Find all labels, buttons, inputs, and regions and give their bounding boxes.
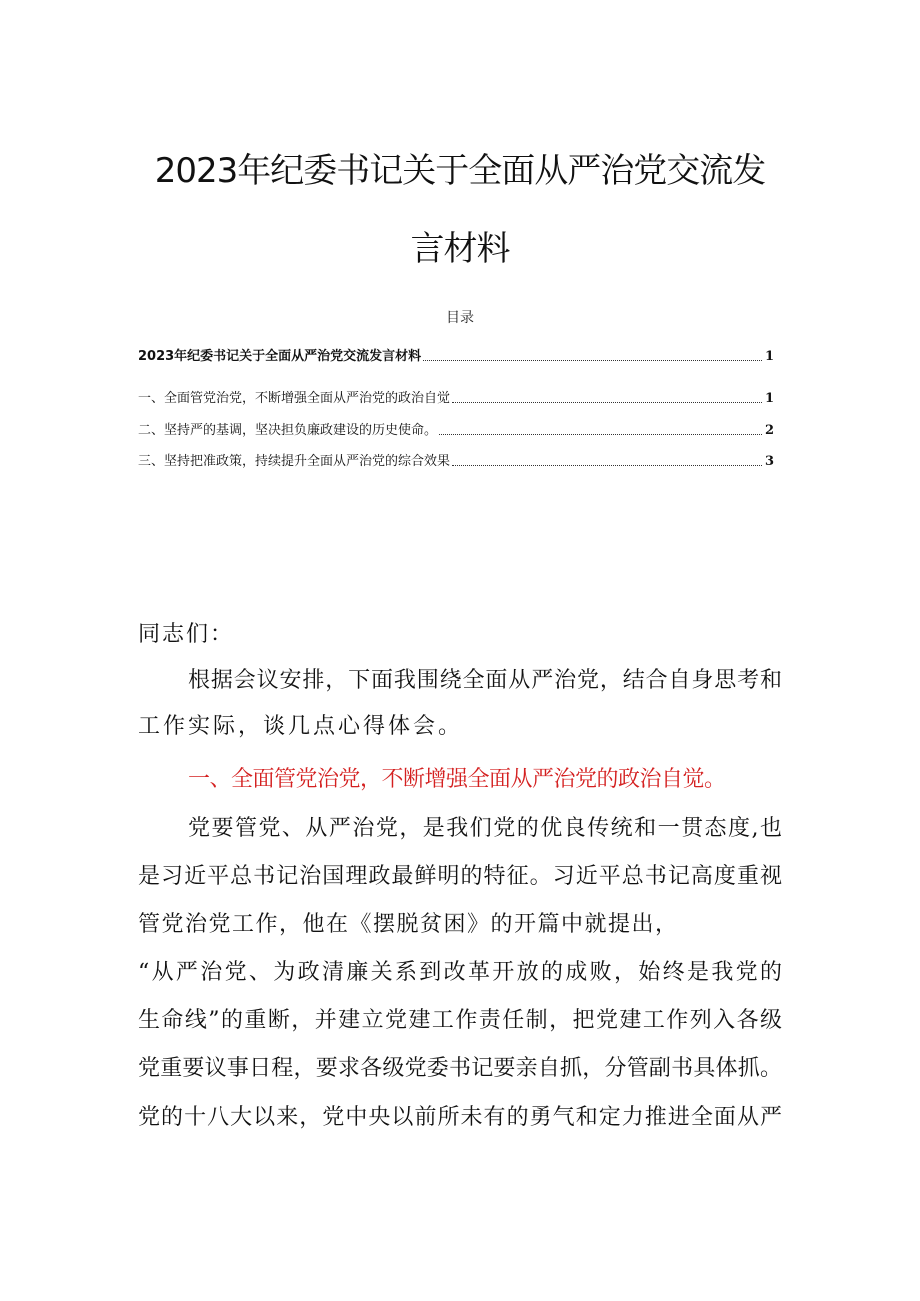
paragraph-line: 是习近平总书记治国理政最鲜明的特征。习近平总书记高度重视 — [138, 864, 782, 889]
toc-entry-page: 2 — [764, 423, 774, 438]
toc-entry-page: 1 — [764, 349, 774, 364]
document-title-line-1: 2023年纪委书记关于全面从严治党交流发 — [154, 151, 766, 191]
toc-entry-text: 二、坚持严的基调，坚决担负廉政建设的历史使命。 — [138, 423, 438, 438]
toc-entry[interactable] — [138, 388, 774, 408]
toc-leader-dots — [439, 433, 762, 435]
paragraph-line: 生命线”的重断，并建立党建工作责任制，把党建工作列入各级 — [138, 1008, 782, 1033]
toc-heading: 目录 — [446, 310, 474, 326]
paragraph-line: 根据会议安排，下面我围绕全面从严治党，结合自身思考和 — [188, 668, 782, 693]
toc-leader-dots — [423, 359, 762, 361]
toc-leader-dots — [452, 464, 762, 466]
paragraph-line: 工作实际，谈几点心得体会。 — [138, 714, 464, 739]
toc-entry-text: 2023年纪委书记关于全面从严治党交流发言材料 — [138, 349, 422, 364]
paragraph-line: “从严治党、为政清廉关系到改革开放的成败，始终是我党的 — [138, 960, 782, 985]
paragraph-line: 党要管党、从严治党，是我们党的优良传统和一贯态度,也 — [188, 816, 782, 841]
paragraph-line: 党重要议事日程，要求各级党委书记要亲自抓，分管副书具体抓。 — [138, 1056, 782, 1081]
toc-entry-page: 3 — [764, 454, 774, 469]
toc-entry[interactable] — [138, 346, 774, 366]
document-title-line-2: 言材料 — [410, 229, 510, 269]
toc-entry[interactable] — [138, 420, 774, 440]
toc-entry-page: 1 — [764, 391, 774, 406]
toc-entry-text: 三、坚持把准政策，持续提升全面从严治党的综合效果 — [138, 454, 451, 469]
salutation: 同志们： — [138, 622, 235, 647]
toc-leader-dots — [452, 401, 762, 403]
toc-entry-text: 一、全面管党治党，不断增强全面从严治党的政治自觉 — [138, 391, 451, 406]
paragraph-line: 党的十八大以来，党中央以前所未有的勇气和定力推进全面从严 — [138, 1105, 782, 1130]
section-heading: 一、全面管党治党，不断增强全面从严治党的政治自觉。 — [188, 767, 726, 792]
paragraph-line: 管党治党工作，他在《摆脱贫困》的开篇中就提出， — [138, 912, 679, 937]
toc-entry[interactable] — [138, 451, 774, 471]
